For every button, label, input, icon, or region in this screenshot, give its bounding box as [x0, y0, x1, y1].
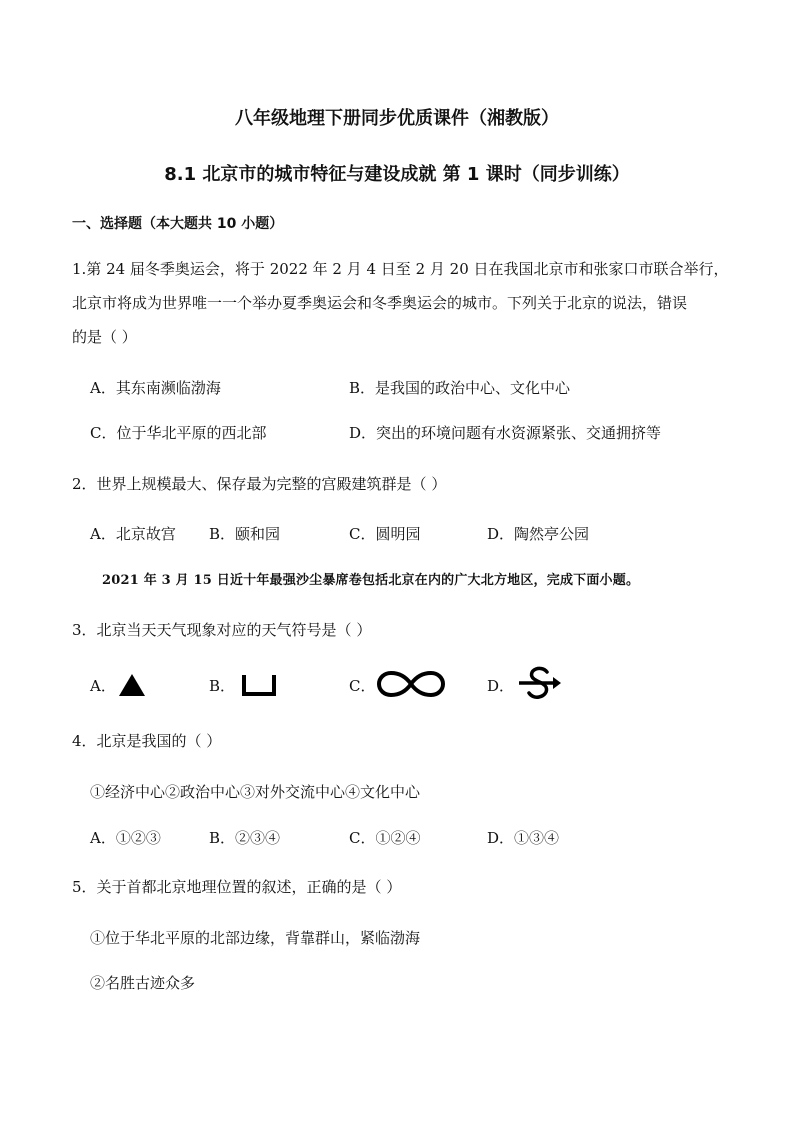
lesson-title: 8.1 北京市的城市特征与建设成就 第 1 课时（同步训练） — [164, 164, 630, 185]
q2-option-a[interactable]: A．北京故宫 — [90, 525, 176, 543]
q4-option-a[interactable]: A．①②③ — [90, 829, 161, 847]
passage-text: 2021 年 3 月 15 日近十年最强沙尘暴席卷包括北京在内的广大北方地区，完成下面小题。 — [102, 573, 640, 588]
q2-option-d[interactable]: D．陶然亭公园 — [487, 525, 590, 543]
q3-option-c[interactable]: C． — [349, 677, 376, 695]
q2-option-c[interactable]: C．圆明园 — [349, 525, 421, 543]
q1-stem-line2: 北京市将成为世界唯一一个举办夏季奥运会和冬季奥运会的城市。下列关于北京的说法，错误 — [72, 294, 688, 312]
q3-stem: 3．北京当天天气现象对应的天气符号是（ ） — [72, 621, 372, 639]
infinity-symbol-icon — [376, 670, 446, 698]
q5-stem: 5．关于首都北京地理位置的叙述，正确的是（ ） — [72, 878, 402, 896]
triangle-symbol-icon — [117, 672, 147, 698]
q2-stem: 2．世界上规模最大、保存最为完整的宫殿建筑群是（ ） — [72, 475, 447, 493]
q5-item-1: ①位于华北平原的北部边缘，背靠群山，紧临渤海 — [90, 929, 421, 947]
q1-stem-line3: 的是（ ） — [72, 328, 137, 346]
q1-stem-line1: 1.第 24 届冬季奥运会，将于 2022 年 2 月 4 日至 2 月 20 日在我国北京市和张家口市联合举行， — [72, 260, 729, 278]
q3-option-b[interactable]: B． — [209, 677, 236, 695]
bracket-symbol-icon — [240, 672, 278, 698]
q3-option-d[interactable]: D． — [487, 677, 515, 695]
section-heading: 一、选择题（本大题共 10 小题） — [72, 216, 284, 232]
q4-option-c[interactable]: C．①②④ — [349, 829, 421, 847]
q1-option-a[interactable]: A．其东南濒临渤海 — [90, 379, 221, 397]
q1-option-c[interactable]: C．位于华北平原的西北部 — [90, 424, 267, 442]
q4-stem: 4．北京是我国的（ ） — [72, 732, 222, 750]
q3-option-a[interactable]: A． — [90, 677, 116, 695]
q1-option-d[interactable]: D．突出的环境问题有水资源紧张、交通拥挤等 — [349, 424, 662, 442]
sandstorm-symbol-icon — [517, 665, 563, 705]
document-title: 八年级地理下册同步优质课件（湘教版） — [235, 108, 559, 129]
q4-option-d[interactable]: D．①③④ — [487, 829, 560, 847]
q2-option-b[interactable]: B．颐和园 — [209, 525, 281, 543]
q1-option-b[interactable]: B．是我国的政治中心、文化中心 — [349, 379, 571, 397]
q4-items: ①经济中心②政治中心③对外交流中心④文化中心 — [90, 783, 421, 801]
q5-item-2: ②名胜古迹众多 — [90, 974, 196, 992]
q4-option-b[interactable]: B．②③④ — [209, 829, 281, 847]
